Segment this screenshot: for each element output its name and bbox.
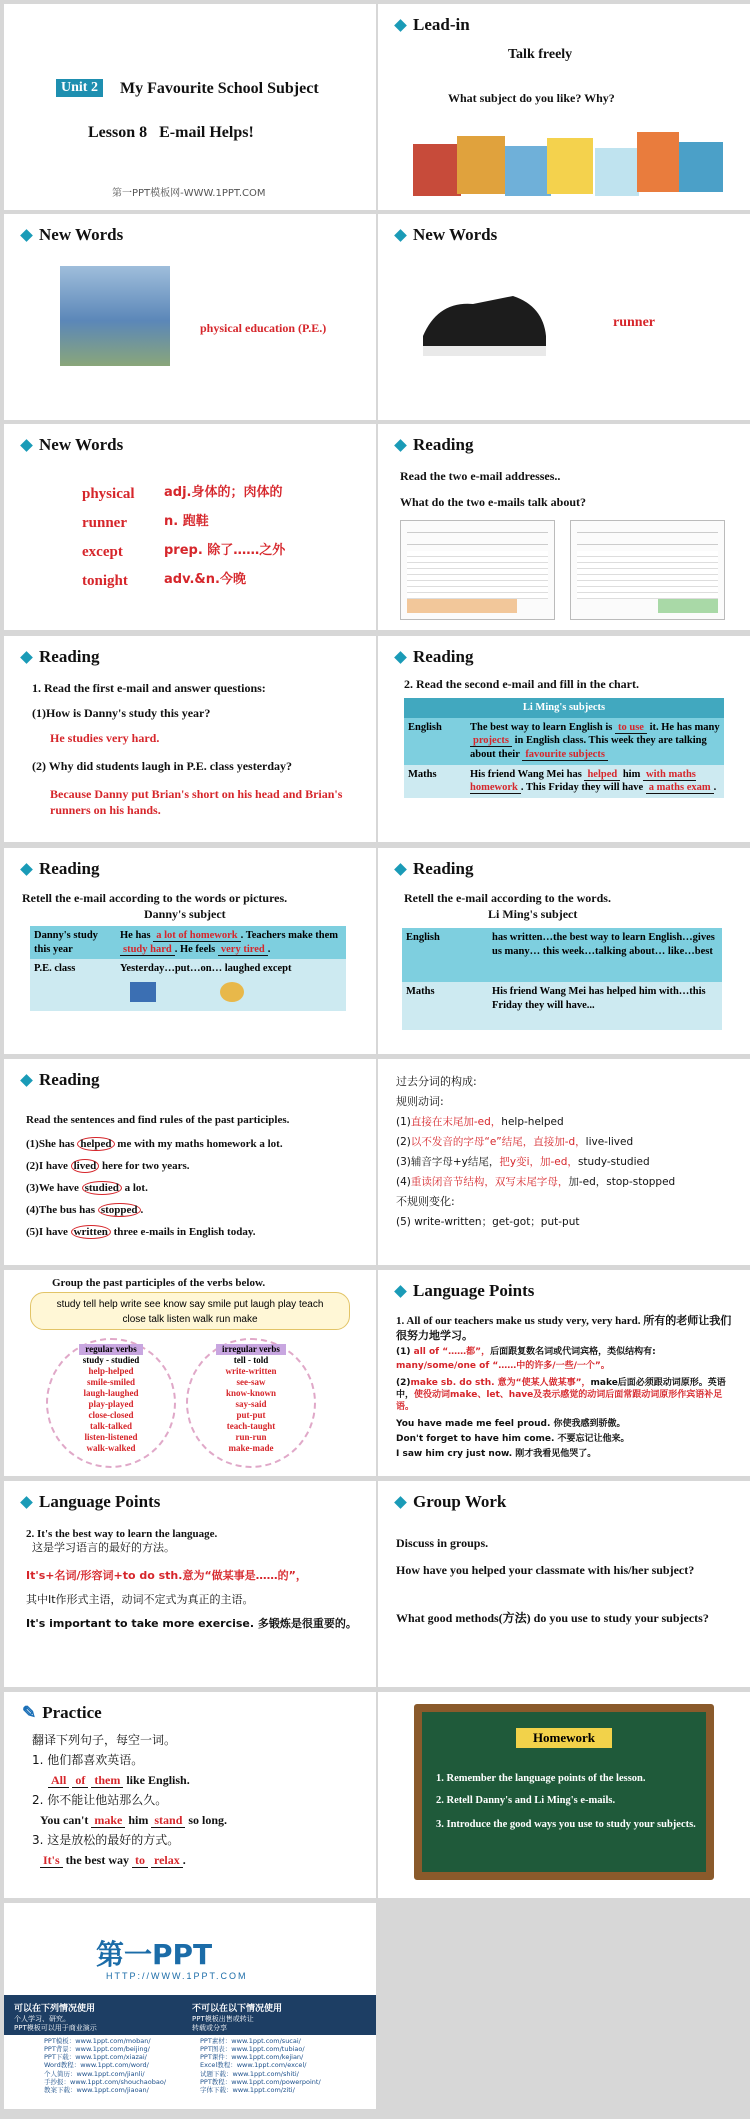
p2: It's+名词/形容词+to do sth.意为“做某事是……的”， bbox=[26, 1569, 307, 1582]
pencil-icon: ✎ bbox=[22, 1703, 37, 1722]
ppt-logo: 第一PPT bbox=[96, 1938, 213, 1971]
intro: Retell the e-mail according to the words. bbox=[404, 891, 611, 905]
sentence-4: (4)The bus has stopped . bbox=[26, 1204, 144, 1216]
slide-reading-3 bbox=[378, 636, 750, 842]
li-ming-table bbox=[404, 698, 724, 798]
diamond-icon bbox=[20, 651, 33, 664]
kid-icon bbox=[220, 982, 244, 1002]
q1: 1. 他们都喜欢英语。 bbox=[32, 1753, 144, 1767]
slide-header: ✎ Practice bbox=[22, 1703, 102, 1722]
word-4: tonight bbox=[82, 573, 128, 589]
slide-lead-in bbox=[378, 4, 750, 210]
q2: What do the two e-mails talk about? bbox=[400, 495, 587, 509]
diamond-icon bbox=[20, 229, 33, 242]
slide-past-participle-rules bbox=[378, 1059, 750, 1265]
word-1: physical bbox=[82, 486, 135, 502]
rule-3: (3)辅音字母+y结尾，把y变i，加-ed，study-studied bbox=[396, 1156, 650, 1168]
diamond-icon bbox=[20, 863, 33, 876]
line1: Talk freely bbox=[508, 47, 573, 62]
q1: (1)How is Danny's study this year? bbox=[32, 706, 211, 720]
slide-reading-2 bbox=[4, 636, 376, 842]
diamond-icon bbox=[394, 651, 407, 664]
sub: Danny's subject bbox=[144, 907, 226, 921]
unit-badge: Unit 2 bbox=[56, 79, 103, 97]
book-covers-image bbox=[413, 124, 723, 199]
slide-header: Reading bbox=[396, 644, 750, 670]
slide-header: New Words bbox=[396, 222, 750, 248]
e1: You have made me feel proud. 你使我感到骄傲。 bbox=[396, 1419, 626, 1429]
word-2: runner bbox=[82, 515, 127, 531]
diamond-icon bbox=[394, 19, 407, 32]
danny-table bbox=[30, 926, 346, 1011]
p1b: 这是学习语言的最好的方法。 bbox=[32, 1541, 175, 1554]
word-pe: physical education (P.E.) bbox=[200, 321, 327, 335]
slide-header: Reading bbox=[22, 1067, 376, 1093]
word-runner: runner bbox=[613, 315, 655, 330]
irregular: 不规则变化: bbox=[396, 1195, 455, 1208]
a1: All of them like English. bbox=[48, 1772, 190, 1788]
diamond-icon bbox=[394, 229, 407, 242]
row-label: English bbox=[408, 721, 442, 733]
ppt-url: HTTP://WWW.1PPT.COM bbox=[106, 1971, 248, 1981]
p2: (1) all of “……都”，后面跟复数名词或代词宾格，类似结构有: bbox=[396, 1347, 656, 1357]
q2: (2) Why did students laugh in P.E. class yesterday? bbox=[32, 759, 293, 773]
slide-group-work bbox=[378, 1481, 750, 1687]
def-3: prep. 除了……之外 bbox=[164, 543, 286, 558]
row-text: He has a lot of homework . Teachers make them study hard . He feels very tired . bbox=[120, 930, 339, 955]
slide-reading-1 bbox=[378, 424, 750, 630]
diamond-icon bbox=[20, 1074, 33, 1087]
row-text: Yesterday…put…on… laughed except bbox=[116, 959, 346, 1011]
slide-reading-4 bbox=[4, 848, 376, 1054]
slide-header: Group Work bbox=[396, 1489, 750, 1515]
irregular-circle: irregular verbs tell - told write-written see-saw know-known say-said put-put teach-taught run-run make-made bbox=[186, 1338, 316, 1468]
row-label: English bbox=[406, 932, 440, 943]
def-4: adv.&n.今晚 bbox=[164, 572, 246, 587]
p4: It's important to take more exercise. 多锻炼是很重要的。 bbox=[26, 1617, 357, 1630]
homework-title: Homework bbox=[516, 1728, 612, 1748]
intro: Retell the e-mail according to the words or pictures. bbox=[22, 891, 288, 905]
table-title: Li Ming's subjects bbox=[404, 698, 724, 718]
diamond-icon bbox=[394, 863, 407, 876]
rule-4: (4)重读闭音节结构，双写末尾字母，加-ed，stop-stopped bbox=[396, 1176, 676, 1188]
diamond-icon bbox=[20, 439, 33, 452]
slide-header: Reading bbox=[22, 644, 376, 670]
title: Group the past participles of the verbs below. bbox=[52, 1277, 266, 1289]
sentence-1: (1)She has helped me with my maths homework a lot. bbox=[26, 1138, 283, 1150]
slide-ppt-ad bbox=[4, 1903, 376, 2109]
slide-reading-5 bbox=[378, 848, 750, 1054]
p1: Discuss in groups. bbox=[396, 1536, 489, 1550]
diamond-icon bbox=[394, 439, 407, 452]
email-image-1 bbox=[400, 520, 555, 620]
rule: 规则动词: bbox=[396, 1095, 444, 1108]
row-label: Danny's study this year bbox=[34, 930, 98, 955]
p3: many/some/one of “……中的许多/一些/一个”。 bbox=[396, 1361, 610, 1371]
def-1: adj.身体的；肉体的 bbox=[164, 485, 283, 500]
intro: 翻译下列句子，每空一词。 bbox=[32, 1733, 177, 1747]
slide-header: Reading bbox=[396, 856, 750, 882]
rule-2: (2)以不发音的字母“e”结尾，直接加-d，live-lived bbox=[396, 1136, 634, 1148]
a1: He studies very hard. bbox=[50, 731, 160, 745]
rule-5: (5) write-written；get-got；put-put bbox=[396, 1216, 580, 1228]
diamond-icon bbox=[394, 1285, 407, 1298]
li-ming-retell-table bbox=[402, 928, 722, 1030]
row-label: Maths bbox=[406, 986, 435, 997]
slide-homework bbox=[378, 1692, 750, 1898]
slide-header: New Words bbox=[22, 222, 376, 248]
h3: 3. Introduce the good ways you use to study your subjects. bbox=[436, 1819, 696, 1830]
chalkboard bbox=[414, 1704, 714, 1880]
row-text: The best way to learn English is to use it. He has many projects in English class. This week they are talking about their favourite subjects bbox=[470, 721, 720, 760]
intro: 1. Read the first e-mail and answer questions: bbox=[32, 681, 266, 695]
rule-1: (1)直接在末尾加-ed，help-helped bbox=[396, 1116, 564, 1128]
slide-header: Language Points bbox=[396, 1278, 750, 1304]
runner-shoe-image bbox=[418, 266, 553, 376]
slide-new-words-2 bbox=[378, 214, 750, 420]
sentence-5: (5)I have written three e-mails in English today. bbox=[26, 1226, 256, 1238]
p3: 其中It作形式主语，动词不定式为真正的主语。 bbox=[26, 1593, 254, 1606]
q3: 3. 这是放松的最好的方式。 bbox=[32, 1833, 180, 1847]
lesson-title: Lesson 8 E-mail Helps! bbox=[88, 124, 254, 141]
line2: What subject do you like? Why? bbox=[448, 91, 615, 105]
e2: Don't forget to have him come. 不要忘记让他来。 bbox=[396, 1434, 630, 1444]
e3: I saw him cry just now. 刚才我看见他哭了。 bbox=[396, 1449, 597, 1459]
diamond-icon bbox=[20, 1496, 33, 1509]
word-3: except bbox=[82, 544, 123, 560]
slide-title bbox=[4, 4, 376, 210]
slide-language-points-1 bbox=[378, 1270, 750, 1476]
p1: 2. It's the best way to learn the language. bbox=[26, 1528, 218, 1540]
def-2: n. 跑鞋 bbox=[164, 514, 209, 529]
sub: Li Ming's subject bbox=[488, 907, 578, 921]
q1: Read the two e-mail addresses.. bbox=[400, 469, 561, 483]
slide-new-words-3 bbox=[4, 424, 376, 630]
p4: (2)make sb. do sth. 意为“使某人做某事”，make后面必须跟动词原形。英语中，使役动词make、let、have及表示感觉的动词后面常跟动词原形作宾语补足语。 bbox=[396, 1378, 726, 1413]
verbs-box: study tell help write see know say smile put laugh play teach close talk listen walk run make bbox=[30, 1292, 350, 1330]
sentence-2: (2)I have lived here for two years. bbox=[26, 1160, 190, 1172]
slide-title-text: My Favourite School Subject bbox=[120, 80, 319, 97]
row-text: His friend Wang Mei has helped him with maths homework . This Friday they will have a maths exam . bbox=[470, 768, 717, 794]
slide-group-verbs bbox=[4, 1270, 376, 1476]
diamond-icon bbox=[394, 1496, 407, 1509]
h1: 1. Remember the language points of the lesson. bbox=[436, 1773, 646, 1784]
slide-practice bbox=[4, 1692, 376, 1898]
slide-header: Language Points bbox=[22, 1489, 376, 1515]
a2: You can't make him stand so long. bbox=[40, 1813, 228, 1827]
slide-reading-6 bbox=[4, 1059, 376, 1265]
row-label: Maths bbox=[408, 768, 437, 780]
slide-language-points-2 bbox=[4, 1481, 376, 1687]
title: 过去分词的构成: bbox=[396, 1075, 477, 1088]
q2: 2. 你不能让他站那么久。 bbox=[32, 1793, 168, 1807]
h2: 2. Retell Danny's and Li Ming's e-mails. bbox=[436, 1795, 616, 1806]
shorts-icon bbox=[130, 982, 156, 1002]
intro: 2. Read the second e-mail and fill in the chart. bbox=[404, 677, 639, 691]
row-label: P.E. class bbox=[34, 963, 76, 975]
a3: It's the best way to relax . bbox=[40, 1852, 186, 1868]
slide-new-words-1 bbox=[4, 214, 376, 420]
a2: Because Danny put Brian's short on his head and Brian's runners on his hands. bbox=[50, 787, 343, 818]
ad-bottom: 可以在下列情况使用 个人学习、研究。 PPT模板可以用于商业演示 不可以在以下情况使用 PPT模板出售或转让 转载或分享 PPT模板：www.1ppt.com/moban/ PPT背景：www.1ppt.com/beijing/ PPT下载：www.1ppt.com/xiazai/ Word教程：www.1ppt.com/word/ 个人简历：www.1ppt.com/jianli/ 手抄报：www.1ppt.com/shouchaobao/ 教案下载：www.1ppt.com/jiaoan/ PPT素材：www.1ppt.com/sucai/ PPT图表：www.1ppt.com/tubiao/ PPT课件：www.1ppt.com/kejian/ Excel教程：www.1ppt.com/excel/ 试题下载：www.1ppt.com/shiti/ PPT教程：www.1ppt.com/powerpoint/ 字体下载：www.1ppt.com/ziti/ bbox=[4, 1995, 376, 2109]
p2: How have you helped your classmate with his/her subject? bbox=[396, 1563, 695, 1577]
intro: Read the sentences and find rules of the past participles. bbox=[26, 1114, 290, 1126]
slide-header: Lead-in bbox=[396, 12, 750, 38]
slide-header: Reading bbox=[22, 856, 376, 882]
slide-header: Reading bbox=[396, 432, 750, 458]
row-text: His friend Wang Mei has helped him with…this Friday they will have... bbox=[492, 986, 706, 1011]
p1: 1. All of our teachers make us study very, very hard. 所有的老师让我们很努力地学习。 bbox=[396, 1315, 732, 1342]
sentence-3: (3)We have studied a lot. bbox=[26, 1182, 148, 1194]
p3: What good methods(方法) do you use to study your subjects? bbox=[396, 1611, 709, 1625]
credit: 第一PPT模板网-WWW.1PPT.COM bbox=[112, 188, 266, 199]
email-image-2 bbox=[570, 520, 725, 620]
row-text: has written…the best way to learn English…gives us many… this week…talking about… like…best bbox=[492, 932, 715, 957]
slide-header: New Words bbox=[22, 432, 376, 458]
regular-circle: regular verbs study - studied help-helped smile-smiled laugh-laughed play-played close-closed talk-talked listen-listened walk-walked bbox=[46, 1338, 176, 1468]
pe-photo bbox=[60, 266, 170, 366]
